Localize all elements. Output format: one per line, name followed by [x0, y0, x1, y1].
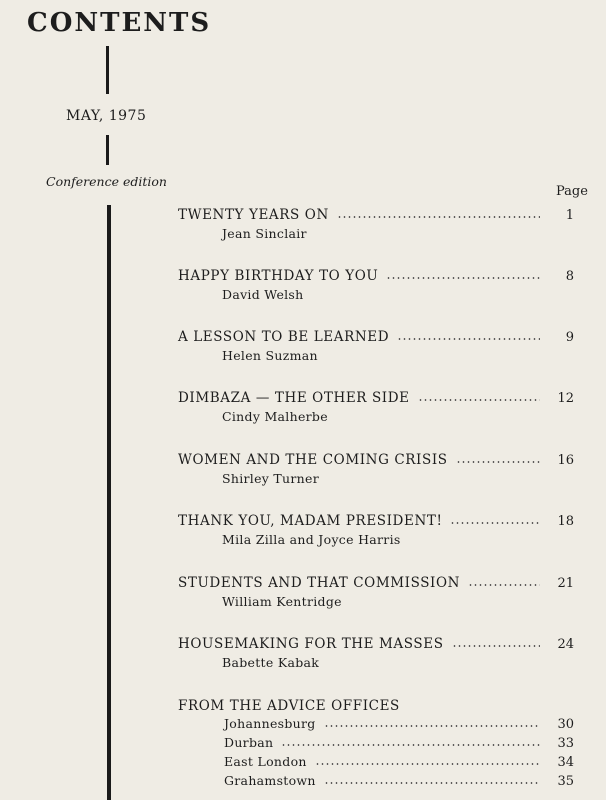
- entry-author: Mila Zilla and Joyce Harris: [222, 532, 401, 547]
- vertical-rule-main: [107, 205, 111, 800]
- office-name: East London: [224, 754, 307, 769]
- entry-title: THANK YOU, MADAM PRESIDENT!: [178, 513, 443, 529]
- entry-author: David Welsh: [222, 287, 304, 302]
- vertical-rule-middle: [106, 135, 109, 165]
- entry-author: Jean Sinclair: [222, 226, 307, 241]
- page-number: 21: [557, 576, 574, 591]
- sub-entry[interactable]: [224, 773, 574, 792]
- entry-author: William Kentridge: [222, 594, 342, 609]
- entry-title: HOUSEMAKING FOR THE MASSES: [178, 636, 444, 652]
- toc-entry[interactable]: [178, 636, 574, 670]
- page-number: 30: [557, 717, 574, 732]
- edition-label: Conference edition: [46, 174, 167, 189]
- leader-dots: [281, 735, 540, 747]
- entry-author: Babette Kabak: [222, 655, 320, 670]
- page-number: 33: [557, 736, 574, 751]
- sub-entry[interactable]: [224, 754, 574, 773]
- entry-author: Shirley Turner: [222, 471, 320, 486]
- page-title: CONTENTS: [27, 8, 212, 38]
- leader-dots: [452, 636, 540, 648]
- sub-entry[interactable]: [224, 716, 574, 735]
- issue-date: MAY, 1975: [66, 108, 147, 124]
- entry-title: STUDENTS AND THAT COMMISSION: [178, 575, 461, 591]
- entry-title: A LESSON TO BE LEARNED: [178, 329, 390, 345]
- entry-title: DIMBAZA — THE OTHER SIDE: [178, 390, 410, 406]
- advice-offices-section: [178, 698, 574, 792]
- page-number: 18: [557, 514, 574, 529]
- office-name: Durban: [224, 735, 274, 750]
- page-number: 1: [565, 208, 574, 223]
- leader-dots: [337, 207, 540, 219]
- toc-entry[interactable]: [178, 575, 574, 609]
- leader-dots: [386, 268, 540, 280]
- leader-dots: [418, 390, 540, 402]
- leader-dots: [456, 452, 540, 464]
- leader-dots: [450, 513, 540, 525]
- sub-entry[interactable]: [224, 735, 574, 754]
- page-number: 9: [565, 330, 574, 345]
- vertical-rule-top: [106, 46, 109, 94]
- leader-dots: [468, 575, 540, 587]
- page-number: 12: [557, 391, 574, 406]
- toc-entry[interactable]: [178, 390, 574, 424]
- section-title: FROM THE ADVICE OFFICES: [178, 698, 400, 714]
- office-name: Grahamstown: [224, 773, 316, 788]
- leader-dots: [324, 716, 540, 728]
- toc-entry[interactable]: [178, 452, 574, 486]
- entry-title: WOMEN AND THE COMING CRISIS: [178, 452, 448, 468]
- leader-dots: [324, 773, 540, 785]
- page-number: 35: [557, 774, 574, 789]
- office-name: Johannesburg: [224, 716, 316, 731]
- page-column-header: Page: [556, 184, 588, 199]
- entry-title: TWENTY YEARS ON: [178, 207, 329, 223]
- page-number: 8: [565, 269, 574, 284]
- page-number: 24: [557, 637, 574, 652]
- toc-entry[interactable]: [178, 513, 574, 547]
- entry-author: Cindy Malherbe: [222, 409, 328, 424]
- entry-title: HAPPY BIRTHDAY TO YOU: [178, 268, 379, 284]
- leader-dots: [315, 754, 540, 766]
- entry-author: Helen Suzman: [222, 348, 318, 363]
- toc-entry[interactable]: [178, 329, 574, 363]
- toc-entry[interactable]: [178, 268, 574, 302]
- leader-dots: [397, 329, 540, 341]
- page-number: 34: [557, 755, 574, 770]
- page-number: 16: [557, 453, 574, 468]
- toc-entry[interactable]: [178, 207, 574, 241]
